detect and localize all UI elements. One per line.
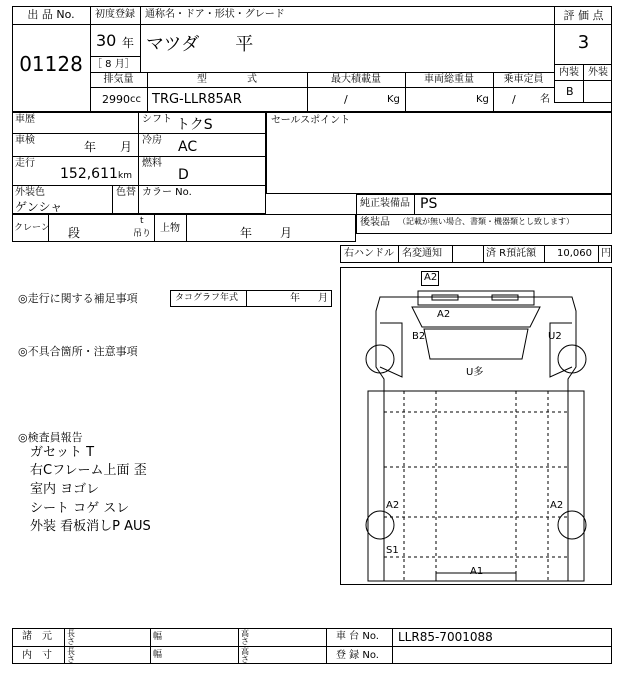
- capacity-label: 乗車定員: [503, 74, 544, 85]
- mark-u2: U2: [548, 331, 562, 342]
- crane-top-label: 上物: [160, 223, 180, 234]
- length-label-1: 長さ: [67, 629, 75, 646]
- footer-row-line: [12, 646, 612, 647]
- crane-div-2: [154, 214, 155, 242]
- inspector-line: 右Cフレーム上面 歪: [30, 463, 147, 478]
- inspection-year: 年: [84, 140, 97, 154]
- capacity-value: /: [512, 93, 516, 106]
- lot-label-divider: [12, 24, 90, 25]
- reg-label: 登 録 No.: [336, 650, 379, 661]
- width-label-2: 幅: [153, 650, 163, 660]
- footer-col-3: [238, 628, 239, 664]
- inspector-label: ◎検査員報告: [18, 431, 83, 444]
- equipment-value: PS: [420, 196, 438, 212]
- gross-weight-label: 車両総重量: [424, 74, 474, 85]
- max-load-label: 最大積載量: [331, 74, 381, 85]
- status-div-3: [483, 245, 484, 263]
- crane-ton-top: t: [140, 216, 144, 226]
- displacement-unit: cc: [130, 94, 141, 105]
- deposit-unit: 円: [601, 248, 611, 259]
- displacement-value: 2990: [102, 93, 130, 106]
- truck-diagram: [340, 267, 612, 585]
- length-label-2: 長さ: [67, 647, 75, 664]
- inspector-line: 外装 看板消しP AUS: [30, 519, 151, 534]
- spec-label: 諸 元: [22, 631, 52, 642]
- crane-div-3: [186, 214, 187, 242]
- inspection-month: 月: [120, 140, 133, 154]
- height-label-2: 高さ: [241, 647, 249, 664]
- mark-s1: S1: [386, 545, 399, 556]
- exterior-label: 外装: [588, 67, 608, 78]
- crane-box: [12, 214, 356, 242]
- tacho-month: 月: [318, 293, 328, 304]
- lot-label: 出 品 No.: [27, 8, 75, 21]
- mileage-value: 152,611: [60, 166, 118, 182]
- equipment-label: 純正装備品: [360, 198, 410, 209]
- details-row-2: [12, 156, 266, 157]
- specs-top-line: [90, 72, 554, 73]
- footer-col-4: [326, 628, 327, 664]
- height-label-1: 高さ: [241, 629, 249, 646]
- details-left-table: [12, 112, 266, 214]
- tacho-year: 年: [290, 293, 300, 304]
- max-load-value: /: [344, 93, 348, 106]
- aftermarket-note: （記載が無い場合、書類・機器類とし致します）: [398, 217, 574, 226]
- grade-value: 3: [577, 32, 590, 53]
- details-col-split: [138, 112, 139, 214]
- status-div-2: [452, 245, 453, 263]
- crane-month: 月: [280, 226, 293, 240]
- details-row-3: [12, 185, 266, 186]
- tacho-label: タコグラフ年式: [175, 293, 239, 303]
- crane-stage: 段: [68, 226, 81, 240]
- vehicle-name-label: 通称名・ドア・形状・グレード: [145, 9, 285, 20]
- history-label: 車歴: [15, 114, 35, 125]
- first-reg-month: ［ 8 月］: [92, 59, 135, 70]
- mark-a2-front: A2: [437, 309, 451, 320]
- status-div-4: [544, 245, 545, 263]
- aftermarket-label: 後装品: [360, 217, 390, 228]
- width-label-1: 幅: [153, 632, 163, 642]
- mark-u-many: U多: [466, 367, 484, 378]
- interior-label: 内装: [559, 67, 579, 78]
- model-value: TRG-LLR85AR: [152, 92, 242, 107]
- defects-label: ◎不具合箇所・注意事項: [18, 345, 138, 358]
- tacho-divider: [246, 290, 247, 307]
- first-reg-label: 初度登録: [95, 9, 135, 20]
- ac-value: AC: [178, 139, 198, 155]
- driving-notes-label: ◎走行に関する補足事項: [18, 292, 138, 305]
- equipment-col-line: [414, 194, 415, 214]
- crane-year: 年: [240, 226, 253, 240]
- inner-label: 内 寸: [22, 650, 52, 661]
- color-divider: [112, 185, 113, 214]
- footer-col-2: [150, 628, 151, 664]
- mark-a2-top: A2: [424, 272, 438, 283]
- shift-label: シフト: [142, 114, 172, 125]
- sales-point-label: セールスポイント: [271, 115, 351, 126]
- fuel-label: 燃料: [142, 158, 162, 169]
- deposit-value: 10,060: [557, 248, 592, 259]
- equipment-row-line: [356, 214, 612, 215]
- color-change-label: 色替: [116, 187, 136, 198]
- mark-b2: B2: [412, 331, 426, 342]
- details-row-1: [12, 133, 266, 134]
- specs-mid-line: [90, 87, 554, 88]
- deposit-label: 済 R預託額: [486, 248, 537, 259]
- month-line: [90, 56, 140, 57]
- inspector-line: ガセット T: [30, 445, 95, 460]
- color-value: ゲンシャ: [15, 200, 63, 214]
- capacity-unit: 名: [540, 94, 550, 105]
- name-change-label: 名変通知: [402, 248, 442, 259]
- mark-a2-right: A2: [550, 500, 564, 511]
- mileage-label: 走行: [15, 158, 35, 169]
- steering-label: 右ハンドル: [344, 248, 394, 259]
- lot-divider: [90, 6, 91, 112]
- footer-col-5: [392, 628, 393, 664]
- status-div-1: [398, 245, 399, 263]
- footer-col-1: [64, 628, 65, 664]
- model-label: 型 式: [197, 74, 257, 85]
- mark-a2-left: A2: [386, 500, 400, 511]
- year-unit: 年: [122, 36, 135, 50]
- reg-divider: [140, 6, 141, 72]
- color-code-label: カラー No.: [142, 187, 192, 198]
- ac-label: 冷房: [142, 135, 162, 146]
- header-row-line: [90, 24, 554, 25]
- color-label: 外装色: [15, 187, 45, 198]
- grade-sub-line2: [554, 80, 612, 81]
- mileage-unit: km: [118, 171, 132, 181]
- crane-ton-bottom: 吊り: [133, 229, 152, 239]
- lot-number: 01128: [19, 52, 83, 76]
- inspector-line: 室内 ヨゴレ: [30, 482, 100, 497]
- chassis-value: LLR85-7001088: [398, 630, 493, 644]
- first-reg-year: 30: [96, 31, 117, 50]
- displacement-label: 排気量: [103, 74, 134, 85]
- inspection-label: 車検: [15, 135, 35, 146]
- inspector-line: シート コゲ スレ: [30, 501, 130, 516]
- gross-weight-unit: Kg: [476, 94, 489, 105]
- grade-label-line: [554, 24, 612, 25]
- shift-value: トクS: [176, 117, 213, 133]
- mark-a1: A1: [470, 566, 484, 577]
- interior-value: B: [566, 85, 574, 98]
- grade-bottom-line: [554, 102, 612, 103]
- chassis-label: 車 台 No.: [336, 631, 379, 642]
- grade-label: 評 価 点: [563, 9, 604, 22]
- vehicle-name: マツダ 平: [146, 34, 254, 55]
- max-load-unit: Kg: [387, 94, 400, 105]
- status-div-5: [598, 245, 599, 263]
- fuel-value: D: [178, 167, 189, 183]
- crane-label: クレーン: [14, 223, 50, 233]
